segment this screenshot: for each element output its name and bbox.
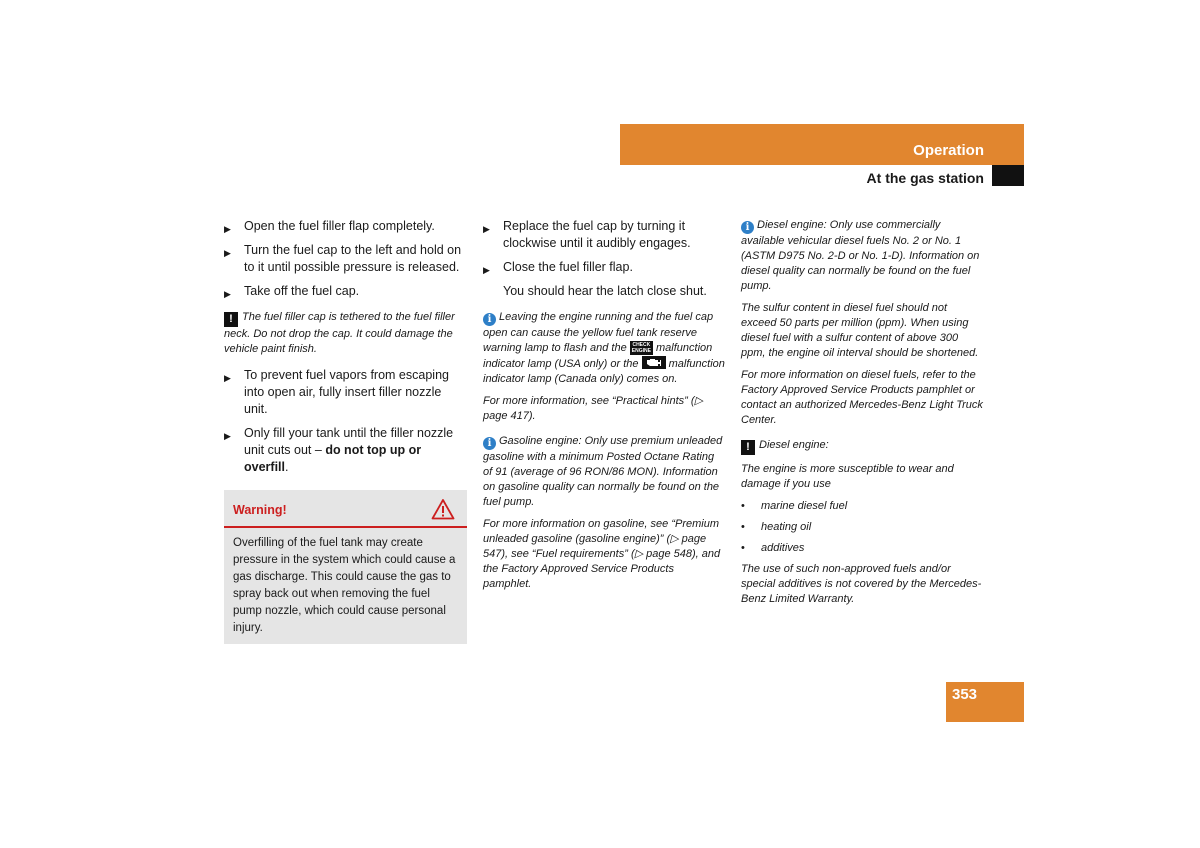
thumb-tab-marker	[992, 165, 1024, 186]
bullet-arrow-icon: ▶	[224, 248, 231, 258]
section-title: Operation	[913, 142, 984, 159]
warning-text: Overfilling of the fuel tank may create pressure in the system which could cause a gas discharge. This could cause the gas to spray back out when removing the fuel pump nozzle, which could cause personal injury.	[233, 537, 456, 634]
caution-icon: !	[741, 440, 755, 455]
warning-triangle-icon	[431, 498, 455, 520]
info-icon: i	[483, 437, 496, 450]
step-close-flap: ▶ Close the fuel filler flap.	[483, 259, 725, 276]
caution-note-cap: ! The fuel filler cap is tethered to the fuel filler neck. Do not drop the cap. It could damage the vehicle paint finish.	[224, 311, 455, 355]
subsection-title: At the gas station	[866, 170, 984, 186]
susceptible-text: The engine is more susceptible to wear and damage if you use	[741, 463, 954, 490]
bullet-dot-icon: •	[741, 500, 745, 512]
bullet-arrow-icon: ▶	[224, 224, 231, 234]
sulfur-content-text: The sulfur content in diesel fuel should not exceed 50 parts per million (ppm). When using diesel fuel with a sulfur content of above 300 ppm, the engine oil interval should be shortened.	[741, 302, 979, 359]
result-latch: You should hear the latch close shut.	[503, 284, 707, 298]
subsection-header	[620, 165, 1024, 187]
info-note-engine-running: i Leaving the engine running and the fuel cap open can cause the yellow fuel tank reserve warning lamp to flash and the CHECK ENGINE malfunction indicator lamp (USA only) or the malfunction indicator lamp (Canada only) comes on.	[483, 311, 725, 385]
bullet-dot-icon: •	[741, 542, 745, 554]
step-turn-cap: ▶ Turn the fuel cap to the left and hold on to it until possible pressure is released.	[224, 243, 462, 274]
bullet-dot-icon: •	[741, 521, 745, 533]
bullet-arrow-icon: ▶	[224, 431, 231, 441]
column-middle	[483, 218, 725, 599]
emphasis-do-not-overfill: do not top up or overfill	[244, 443, 422, 474]
step-take-off-cap: ▶ Take off the fuel cap.	[224, 283, 467, 300]
list-item: • heating oil	[741, 521, 812, 533]
page-number-badge	[946, 682, 1024, 722]
check-engine-lamp-icon: CHECK ENGINE	[631, 342, 651, 354]
page-number: 353	[952, 686, 978, 703]
more-info-diesel: For more information on diesel fuels, refer to the Factory Approved Service Products pamphlet or contact an authorized Mercedes-Benz Light Truck Center.	[741, 369, 983, 426]
step-prevent-vapors: ▶ To prevent fuel vapors from escaping into open air, fully insert filler nozzle unit.	[224, 368, 449, 416]
bullet-arrow-icon: ▶	[224, 373, 231, 383]
warning-header	[224, 490, 467, 528]
info-note-diesel: i Diesel engine: Only use commercially available vehicular diesel fuels No. 2 or No. 1 (ASTM D975 No. 2-D or No. 1-D). Information on diesel quality can normally be found on the fuel pump.	[741, 219, 980, 292]
more-info-practical-hints: For more information, see “Practical hints” (▷ page 417).	[483, 395, 703, 422]
step-replace-cap: ▶ Replace the fuel cap by turning it clockwise until it audibly engages.	[483, 219, 691, 250]
info-icon: i	[741, 221, 754, 234]
warning-title: Warning!	[233, 503, 287, 517]
caution-note-diesel: ! Diesel engine:	[741, 438, 983, 455]
step-open-flap: ▶ Open the fuel filler flap completely.	[224, 218, 467, 235]
list-item: • additives	[741, 542, 805, 554]
column-right	[741, 218, 983, 614]
bullet-arrow-icon: ▶	[483, 265, 490, 275]
list-item: • marine diesel fuel	[741, 500, 848, 512]
bullet-arrow-icon: ▶	[483, 224, 490, 234]
section-header	[620, 124, 1024, 165]
info-note-gasoline: i Gasoline engine: Only use premium unleaded gasoline with a minimum Posted Octane Rating of 91 (average of 96 RON/86 MON). Information on gasoline quality can normally be found on the fuel pump.	[483, 435, 723, 508]
caution-icon: !	[224, 312, 238, 327]
info-icon: i	[483, 313, 496, 326]
warranty-text: The use of such non-approved fuels and/or special additives is not covered by the Mercedes-Benz Limited Warranty.	[741, 563, 982, 605]
engine-malfunction-lamp-icon	[642, 356, 666, 369]
column-left	[224, 218, 467, 644]
warning-box	[224, 490, 467, 644]
step-fill-tank: ▶ Only fill your tank until the filler nozzle unit cuts out – do not top up or overfill.	[224, 426, 454, 474]
more-info-gasoline: For more information on gasoline, see “Premium unleaded gasoline (gasoline engine)” (▷ page 547), see “Fuel requirements” (▷ page 548), and the Factory Approved Service Products pamphlet.	[483, 518, 721, 590]
bullet-arrow-icon: ▶	[224, 289, 231, 299]
